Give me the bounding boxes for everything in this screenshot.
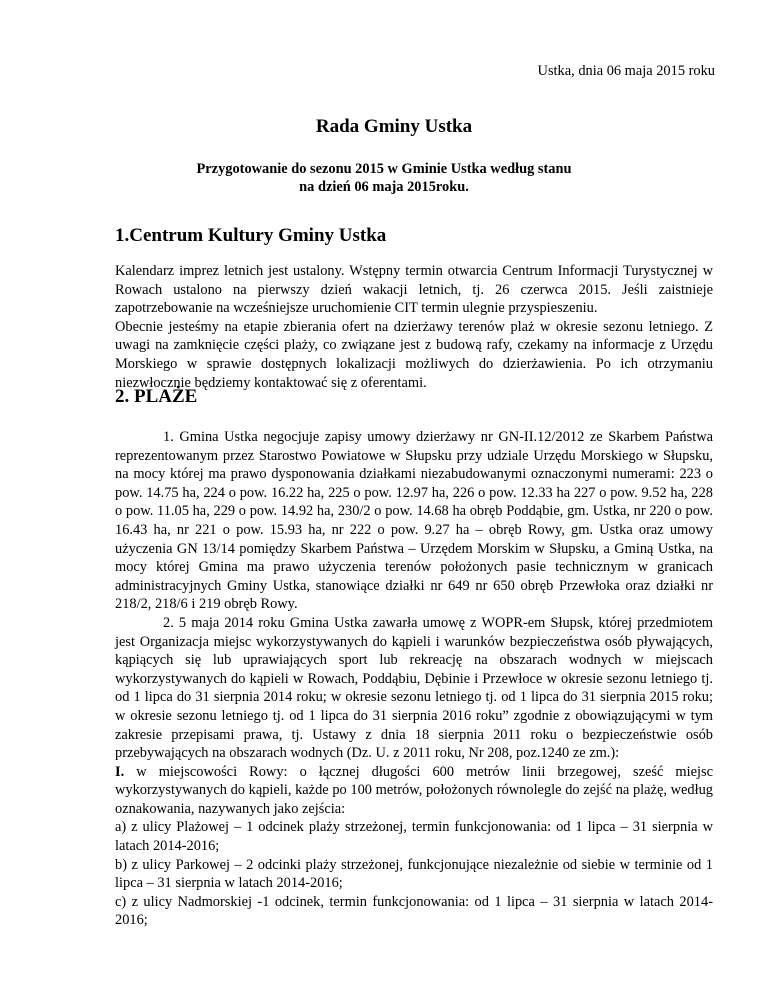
list-item-I-text: w miejscowości Rowy: o łącznej długości 600 metrów linii brzegowej, sześć miejsc wykorzystywanych do kąpieli, każde po 100 metrów, położonych równolegle do zejść na plażę, według oznakowania, nazywanych jako zejścia: [115, 763, 713, 817]
list-item-I [115, 763, 713, 819]
subtitle-line-2: na dzień 06 maja 2015roku. [299, 179, 469, 195]
list-item-I-label: I. [115, 763, 125, 780]
list-item-a: a) z ulicy Plażowej – 1 odcinek plaży strzeżonej, termin funkcjonowania: od 1 lipca – 31 sierpnia w latach 2014-2016; [115, 819, 713, 855]
date-line: Ustka, dnia 06 maja 2015 roku [537, 63, 715, 79]
section-1-paragraph-2: Obecnie jesteśmy na etapie zbierania ofert na dzierżawy terenów plaż w okresie sezonu letniego. Z uwagi na zamknięcie części plaży, co związane jest z budową rafy, czekamy na informacje z Urzędu Morskiego w sprawie dostępnych lokalizacji możliwych do dzierżawienia. Po ich otrzymaniu niezwłocznie będziemy kontaktować się z oferentami. [115, 318, 713, 391]
section-2-paragraph-2: 2. 5 maja 2014 roku Gmina Ustka zawarła umowę z WOPR-em Słupsk, której przedmiotem jest Organizacja miejsc wykorzystywanych do kąpieli i warunków bezpieczeństwa osób pływających, kąpiących się lub uprawiających sport lub rekreację na obszarach wodnych w miejscach wykorzystywanych do kąpieli w Rowach, Poddąbiu, Dębinie i Przewłoce w okresie sezonu letniego tj. od 1 lipca do 31 sierpnia 2014 roku; w okresie sezonu letniego tj. od 1 lipca do 31 sierpnia 2015 roku; w okresie sezonu letniego tj. od 1 lipca do 31 sierpnia 2016 roku” zgodnie z obowiązującymi w tym zakresie przepisami prawa, tj. Ustawy z dnia 18 sierpnia 2011 roku o bezpieczeństwie osób przebywających na obszarach wodnych (Dz. U. z 2011 roku, Nr 208, poz.1240 ze zm.): [115, 614, 713, 762]
section-2-paragraph-1: 1. Gmina Ustka negocjuje zapisy umowy dzierżawy nr GN-II.12/2012 ze Skarbem Państwa reprezentowanym przez Starostwo Powiatowe w Słupsku przy udziale Urzędu Morskiego w Słupsku, na mocy której ma prawo dysponowania działkami niezabudowanymi oznaczonymi numerami: 223 o pow. 14.75 ha, 224 o pow. 16.22 ha, 225 o pow. 12.97 ha, 226 o pow. 12.33 ha 227 o pow. 9.52 ha, 228 o pow. 11.05 ha, 229 o pow. 14.92 ha, 230/2 o pow. 14.68 ha obręb Poddąbie, gm. Ustka, nr 220 o pow. 16.43 ha, nr 221 o pow. 15.93 ha, nr 222 o pow. 9.27 ha – obręb Rowy, gm. Ustka oraz umowy użyczenia GN 13/14 pomiędzy Skarbem Państwa – Urzędem Morskim w Słupsku, a Gminą Ustka, na mocy której Gmina ma prawo użyczenia terenów położonych pasie technicznym w granicach administracyjnych Gminy Ustka, stanowiące działki nr 649 nr 650 obręb Przewłoka oraz działki nr 218/2, 218/6 i 219 obręb Rowy. [115, 429, 713, 613]
list-item-b: b) z ulicy Parkowej – 2 odcinki plaży strzeżonej, funkcjonujące niezależnie od siebie w terminie od 1 lipca – 31 sierpnia w latach 2014-2016; [115, 856, 713, 892]
document-subtitle [0, 160, 768, 196]
section-1-body [115, 262, 713, 392]
page-title: Rada Gminy Ustka [315, 116, 473, 137]
list-item-c: c) z ulicy Nadmorskiej -1 odcinek, termin funkcjonowania: od 1 lipca – 31 sierpnia w latach 2014-2016; [115, 893, 713, 929]
section-2-heading: 2. PLAŻE [115, 386, 198, 407]
section-1-heading: 1.Centrum Kultury Gminy Ustka [115, 225, 387, 246]
section-2-body [115, 428, 713, 930]
section-1-paragraph-1: Kalendarz imprez letnich jest ustalony. Wstępny termin otwarcia Centrum Informacji Turystycznej w Rowach ustalono na pierwszy dzień wakacji letnich, tj. 26 czerwca 2015. Jeśli zaistnieje zapotrzebowanie na wcześniejsze uruchomienie CIT termin ulegnie przyspieszeniu. [115, 263, 713, 317]
subtitle-line-1: Przygotowanie do sezonu 2015 w Gminie Ustka według stanu [196, 161, 572, 177]
